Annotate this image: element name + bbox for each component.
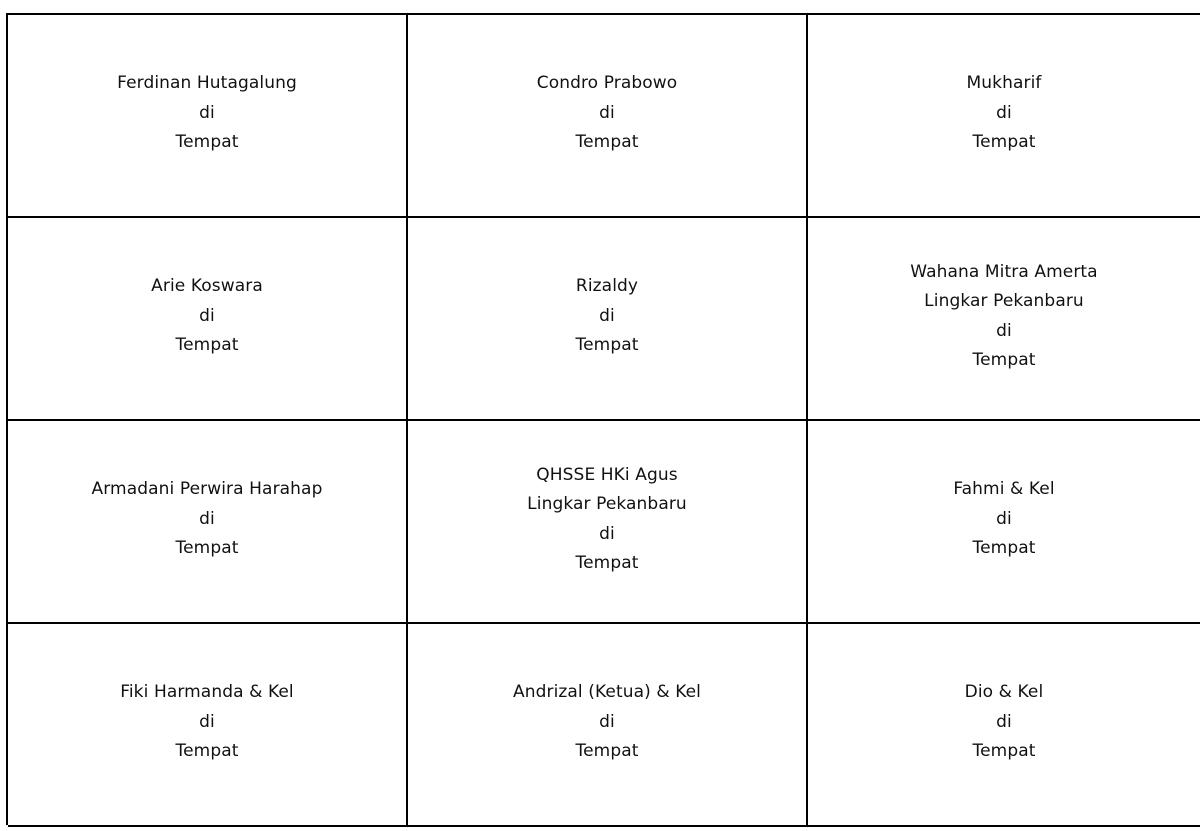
preposition: di (996, 508, 1012, 529)
address-label (408, 624, 808, 827)
place: Tempat (972, 350, 1036, 370)
recipient-name: Wahana Mitra Amerta (910, 261, 1098, 282)
place: Tempat (575, 553, 639, 573)
recipient-name: Dio & Kel (964, 682, 1044, 703)
preposition: di (199, 711, 215, 732)
place: Tempat (575, 741, 639, 762)
recipient-name: Ferdinan Hutagalung (117, 73, 297, 94)
recipient-address: Lingkar Pekanbaru (924, 291, 1084, 311)
preposition: di (199, 102, 215, 123)
place: Tempat (972, 538, 1036, 559)
preposition: di (599, 102, 615, 123)
recipient-name: Arie Koswara (151, 276, 263, 297)
recipient-address: Lingkar Pekanbaru (527, 494, 687, 514)
address-label (8, 624, 408, 827)
address-label (808, 421, 1200, 624)
recipient-name: Fahmi & Kel (953, 479, 1055, 500)
address-label (808, 15, 1200, 218)
preposition: di (996, 320, 1012, 341)
preposition: di (599, 523, 615, 544)
address-label (8, 15, 408, 218)
place: Tempat (175, 741, 239, 762)
address-label (8, 218, 408, 421)
recipient-name: QHSSE HKi Agus (536, 464, 678, 485)
recipient-name: Andrizal (Ketua) & Kel (512, 682, 701, 703)
recipient-name: Condro Prabowo (536, 73, 678, 94)
place: Tempat (575, 335, 639, 356)
recipient-name: Rizaldy (575, 276, 639, 297)
address-label-grid (6, 13, 1200, 825)
address-label (808, 218, 1200, 421)
preposition: di (996, 711, 1012, 732)
preposition: di (199, 508, 215, 529)
place: Tempat (575, 132, 639, 153)
place: Tempat (972, 132, 1036, 153)
address-label (408, 218, 808, 421)
recipient-name: Armadani Perwira Harahap (91, 479, 323, 500)
address-label (408, 15, 808, 218)
preposition: di (996, 102, 1012, 123)
address-label (8, 421, 408, 624)
place: Tempat (175, 335, 239, 356)
recipient-name: Fiki Harmanda & Kel (120, 682, 294, 703)
address-label (808, 624, 1200, 827)
place: Tempat (175, 132, 239, 153)
recipient-name: Mukharif (966, 73, 1042, 94)
preposition: di (599, 305, 615, 326)
preposition: di (199, 305, 215, 326)
address-label (408, 421, 808, 624)
place: Tempat (175, 538, 239, 559)
place: Tempat (972, 741, 1036, 762)
preposition: di (599, 711, 615, 732)
